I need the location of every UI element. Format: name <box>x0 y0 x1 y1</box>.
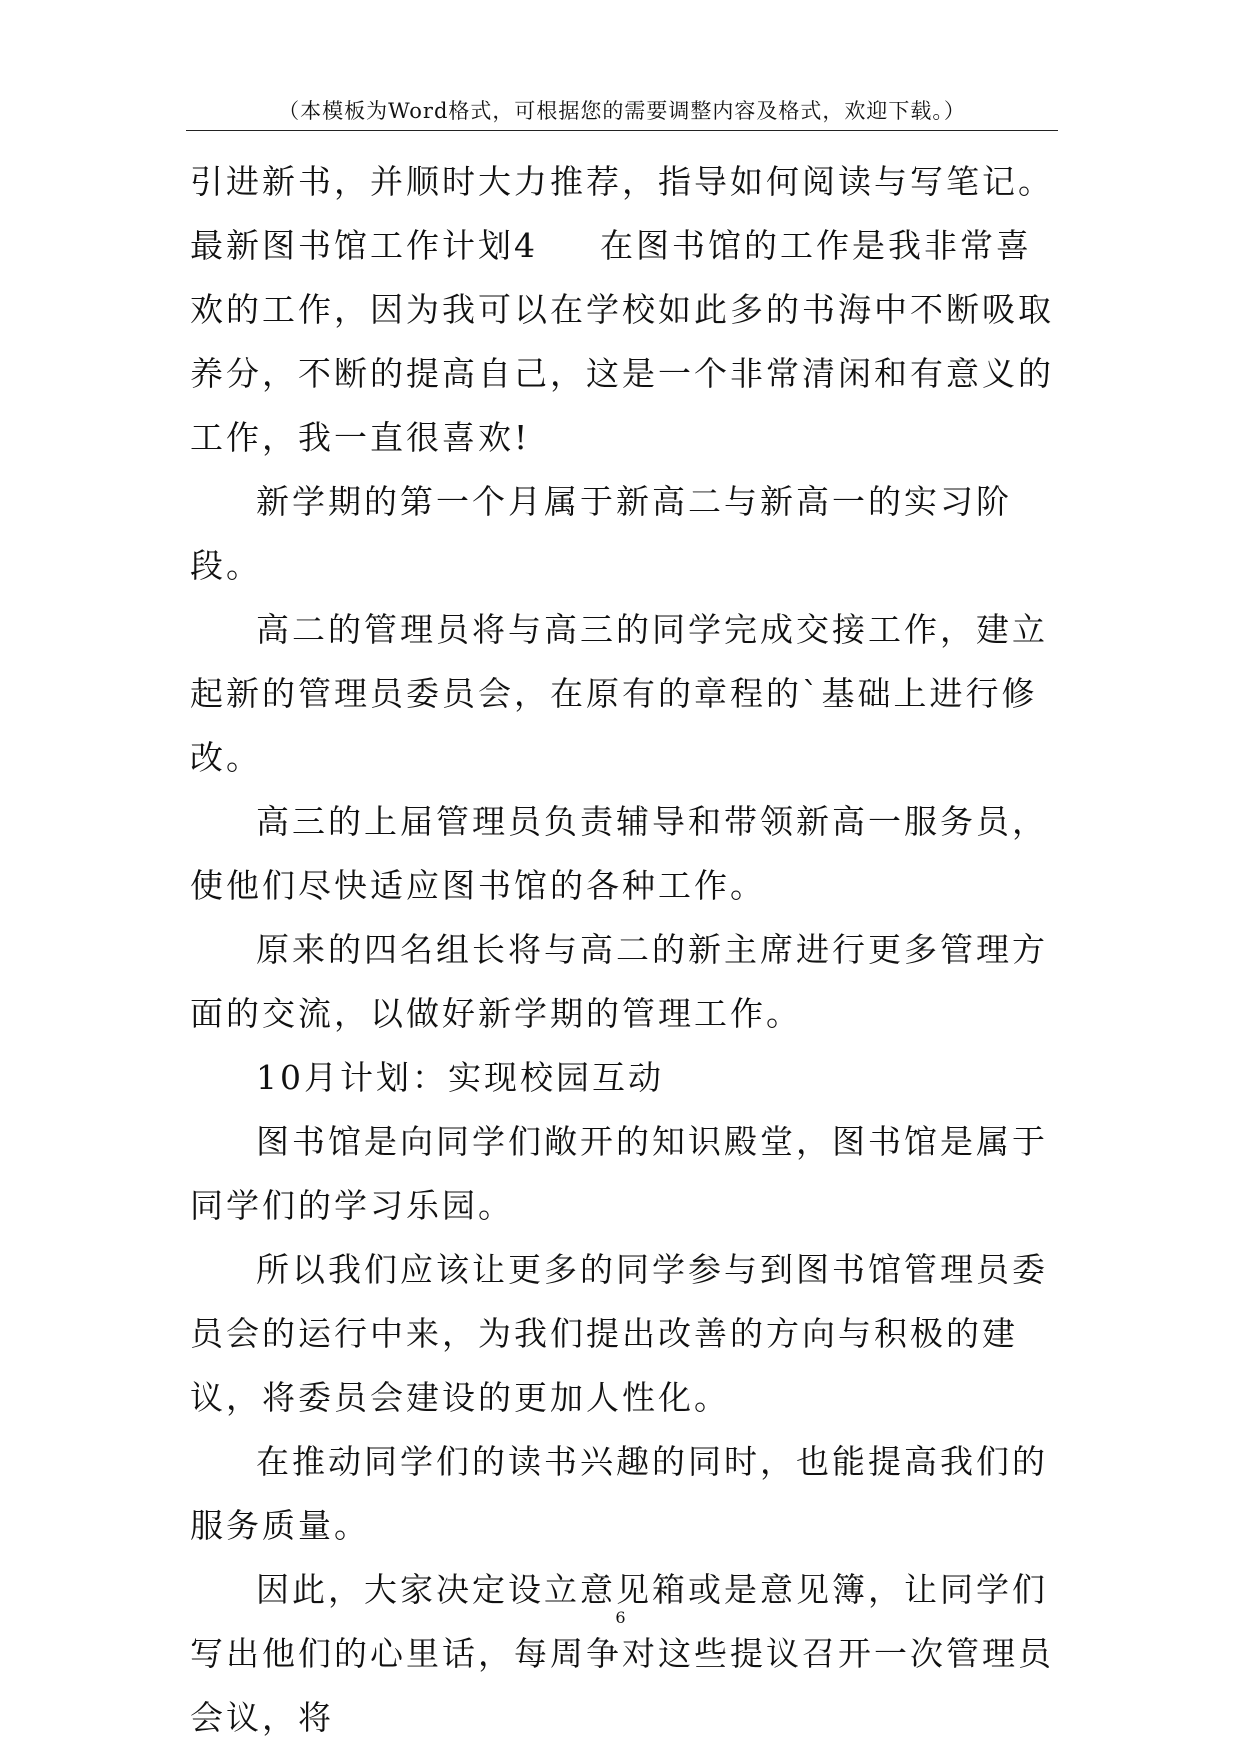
section-paragraph <box>190 214 1060 470</box>
paragraph-2: 高二的管理员将与高三的同学完成交接工作，建立起新的管理员委员会，在原有的章程的`基础上进行修改。 <box>190 610 1048 777</box>
october-plan-heading: 10月计划：实现校园互动 <box>256 1058 664 1097</box>
paragraph-1: 新学期的第一个月属于新高二与新高一的实习阶段。 <box>190 482 1012 585</box>
paragraph-3: 高三的上届管理员负责辅导和带领新高一服务员，使他们尽快适应图书馆的各种工作。 <box>190 802 1048 905</box>
section-title: 最新图书馆工作计划4 <box>190 226 538 265</box>
template-note-header: （本模板为Word格式，可根据您的需要调整内容及格式，欢迎下载。） <box>278 99 966 123</box>
paragraph-8: 在推动同学们的读书兴趣的同时，也能提高我们的服务质量。 <box>190 1442 1048 1545</box>
paragraph-7: 所以我们应该让更多的同学参与到图书馆管理员委员会的运行中来，为我们提出改善的方向与积极的建议，将委员会建设的更加人性化。 <box>190 1250 1048 1417</box>
section-intro: 在图书馆的工作是我非常喜欢的工作，因为我可以在学校如此多的书海中不断吸取养分，不断的提高自己，这是一个非常清闲和有意义的工作，我一直很喜欢! <box>190 226 1054 457</box>
continuation-paragraph: 引进新书，并顺时大力推荐，指导如何阅读与写笔记。 <box>190 162 1054 201</box>
paragraph-4: 原来的四名组长将与高二的新主席进行更多管理方面的交流，以做好新学期的管理工作。 <box>190 930 1048 1033</box>
header-divider <box>186 130 1058 131</box>
page-number: 6 <box>615 1608 626 1627</box>
paragraph-6: 图书馆是向同学们敞开的知识殿堂，图书馆是属于同学们的学习乐园。 <box>190 1122 1048 1225</box>
paragraph-9: 因此，大家决定设立意见箱或是意见簿，让同学们写出他们的心里话，每周争对这些提议召开一次管理员会议，将 <box>190 1570 1054 1737</box>
document-body <box>190 150 1060 1750</box>
